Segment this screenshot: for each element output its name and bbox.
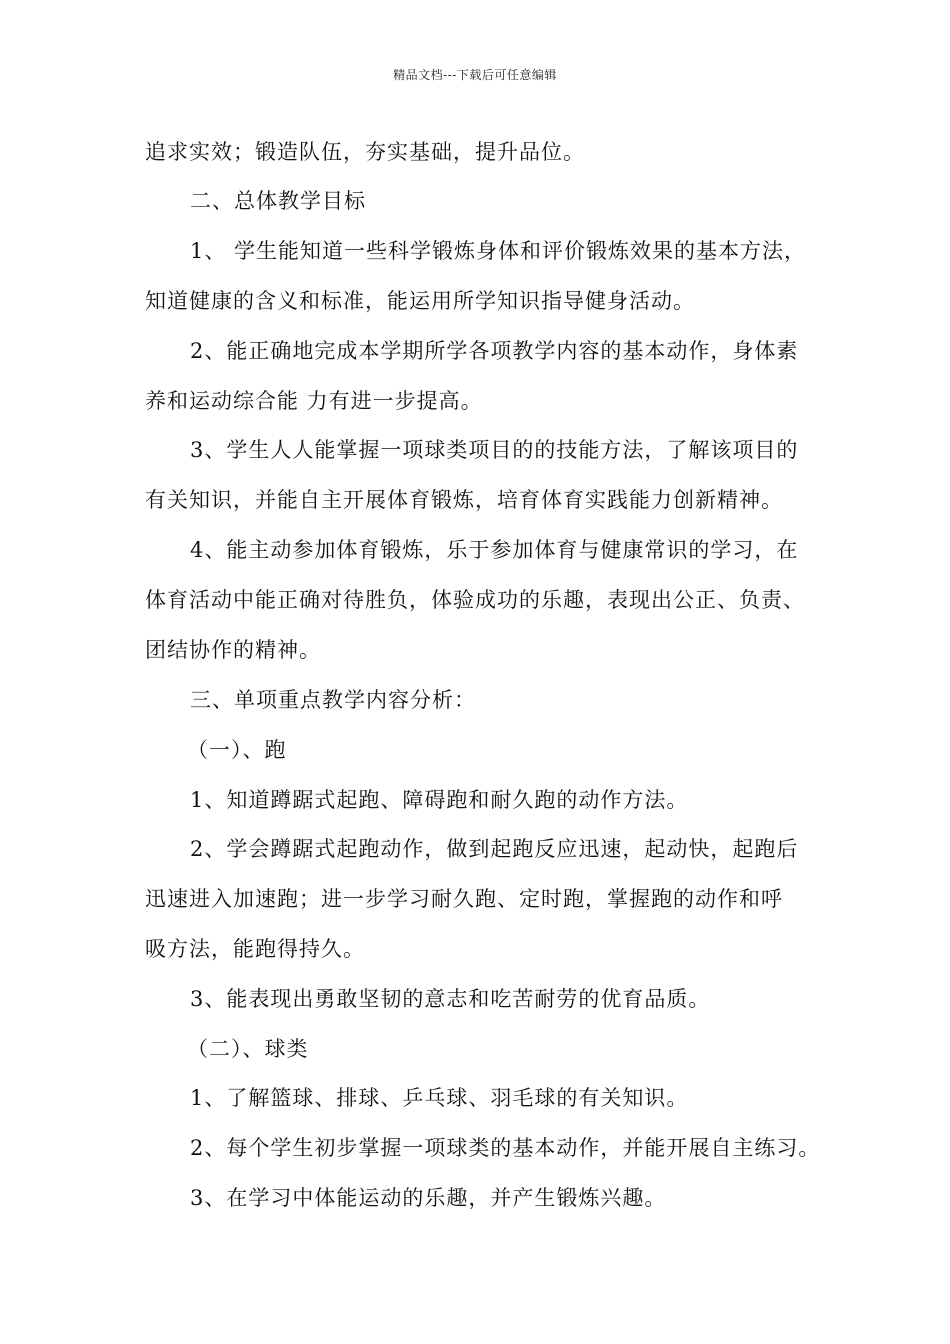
paragraph-line: 2、学会蹲踞式起跑动作，做到起跑反应迅速，起动快，起跑后 <box>190 837 799 861</box>
paragraph-line: 3、学生人人能掌握一项球类项目的的技能方法，了解该项目的 <box>190 438 799 462</box>
paragraph-line: 2、能正确地完成本学期所学各项教学内容的基本动作，身体素 <box>190 339 799 363</box>
paragraph-line: 团结协作的精神。 <box>145 638 321 662</box>
paragraph-line: 知道健康的含义和标准，能运用所学知识指导健身活动。 <box>145 289 695 313</box>
paragraph-line: 1、 学生能知道一些科学锻炼身体和评价锻炼效果的基本方法， <box>190 239 807 263</box>
paragraph-line: 有关知识，并能自主开展体育锻炼，培育体育实践能力创新精神。 <box>145 488 783 512</box>
paragraph-line: 3、在学习中体能运动的乐趣，并产生锻炼兴趣。 <box>190 1186 667 1210</box>
paragraph-line: 体育活动中能正确对待胜负，体验成功的乐趣，表现出公正、负责、 <box>145 588 805 612</box>
paragraph-line: 2、每个学生初步掌握一项球类的基本动作，并能开展自主练习。 <box>190 1136 821 1160</box>
page-header: 精品文档---下载后可任意编辑 <box>393 68 557 82</box>
paragraph-line: 4、能主动参加体育锻炼，乐于参加体育与健康常识的学习，在 <box>190 538 799 562</box>
paragraph-line: 吸方法，能跑得持久。 <box>145 937 365 961</box>
subsection-heading: （一）、跑 <box>187 738 287 762</box>
paragraph-line: 3、能表现出勇敢坚韧的意志和吃苦耐劳的优育品质。 <box>190 987 711 1011</box>
paragraph-line: 1、了解篮球、排球、乒乓球、羽毛球的有关知识。 <box>190 1086 689 1110</box>
section-heading: 三、单项重点教学内容分析： <box>190 688 476 712</box>
paragraph-line: 1、知道蹲踞式起跑、障碍跑和耐久跑的动作方法。 <box>190 788 689 812</box>
paragraph-line: 迅速进入加速跑；进一步学习耐久跑、定时跑，掌握跑的动作和呼 <box>145 887 783 911</box>
section-heading: 二、总体教学目标 <box>190 189 366 213</box>
subsection-heading: （二）、球类 <box>187 1037 309 1061</box>
paragraph-line: 养和运动综合能 力有进一步提高。 <box>145 389 483 413</box>
paragraph-line: 追求实效；锻造队伍，夯实基础，提升品位。 <box>145 140 585 164</box>
